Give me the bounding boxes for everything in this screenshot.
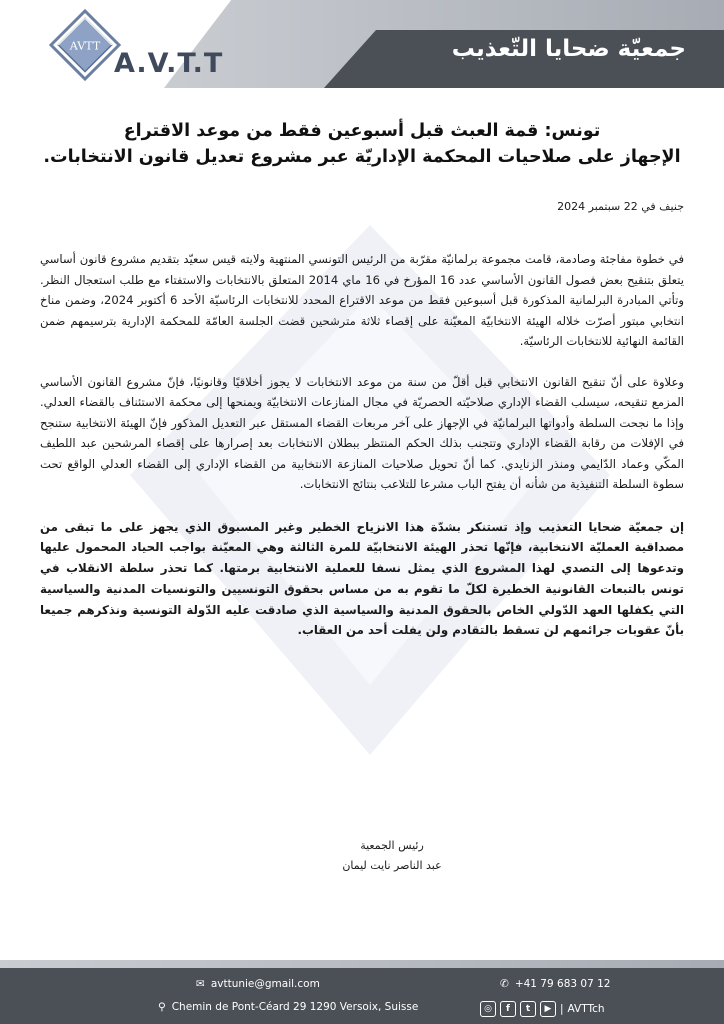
document-date: جنيف في 22 سبتمبر 2024 xyxy=(557,200,684,213)
paragraph-1: في خطوة مفاجئة وصادمة، قامت مجموعة برلمانيّة مقرّبة من الرئيس التونسي المنتهية ولايته قيس سعيّد بتقديم مشروع قانون أساسي يتعلق بتنقيح بعض فصول القانون الأساسي عدد 16 المؤرخ في 16 ماي 2014 المتعلق بالانتخابات والاستفتاء مع طلب استعجال النظر. وتأتي المبادرة البرلمانية المذكورة قبل أسبوعين فقط من موعد الاقتراع المحدد للانتخابات الرئاسيّة الأحد 6 أكتوبر 2024، وضمن مناخ انتخابي مبتور أصرّت خلاله الهيئة الانتخابيّة المعيّنة على إقصاء ثلاثة مترشحين قضت الجلسة العامّة للمحكمة الإدارية بترسيمهم ضمن القائمة النهائية للانتخابات الرئاسيّة. xyxy=(40,252,684,348)
signature-role: رئيس الجمعية xyxy=(360,839,424,852)
title-line-1: تونس: قمة العبث قبل أسبوعين فقط من موعد الاقتراع xyxy=(123,121,601,141)
location-pin-icon: ⚲ xyxy=(158,1001,166,1013)
document-body xyxy=(40,118,684,641)
phone-text: +41 79 683 07 12 xyxy=(514,978,611,990)
brand-name: A.V.T.T xyxy=(114,48,224,79)
footer-social[interactable] xyxy=(480,1001,605,1017)
website-icon[interactable]: ◎ xyxy=(480,1001,496,1017)
letterhead-header xyxy=(0,0,724,88)
signature-name: عبد الناصر نايت ليمان xyxy=(342,859,442,872)
organization-arabic-name: جمعيّة ضحايا التّعذيب xyxy=(451,36,686,62)
letterhead-footer xyxy=(0,968,724,1024)
avtt-logo-icon xyxy=(48,8,122,82)
footer-email[interactable] xyxy=(196,978,320,990)
facebook-icon[interactable]: f xyxy=(500,1001,516,1017)
title-line-2: الإجهاز على صلاحيات المحكمة الإداريّة عبر مشروع تعديل قانون الانتخابات. xyxy=(43,147,681,167)
footer-phone[interactable] xyxy=(500,978,610,990)
social-handle: AVTTch xyxy=(567,1003,605,1015)
paragraph-3: إن جمعيّة ضحايا التعذيب وإذ تستنكر بشدّة هذا الانزياح الخطير وغير المسبوق الذي يجهز على ما تبقى من مصداقية العمليّة الانتخابية، فإنّها تحذر الهيئة الانتخابيّة للمرة الثالثة وهي المعيّنة بواجب الحياد المحمول عليها وتدعوها إلى التصدي لهذا المشروع الذي يمثل نسفا للعملية الانتخابية برمتها. كما تحذر سلطة الانقلاب في تونس بالتبعات القانونية الخطيرة لكلّ ما تقوم به من مساس بحقوق التونسيين والتونسيات المدنية والسياسية التي يكفلها العهد الدّولي الخاص بالحقوق المدنية والسياسية الذي صادقت عليه الدّولة التونسية ونذكرهم جميعا بأنّ عقوبات جرائمهم لن تسقط بالتقادم ولن يفلت أحد من العقاب. xyxy=(40,519,684,638)
youtube-icon[interactable]: ▶ xyxy=(540,1001,556,1017)
social-divider: | xyxy=(560,1003,564,1015)
phone-icon: ✆ xyxy=(500,978,509,990)
envelope-icon: ✉ xyxy=(196,978,205,990)
signature-block xyxy=(0,836,724,876)
document-title xyxy=(40,118,684,170)
footer-address xyxy=(158,1001,418,1013)
email-text: avttunie@gmail.com xyxy=(210,978,320,990)
address-text: Chemin de Pont-Céard 29 1290 Versoix, Suisse xyxy=(171,1001,419,1013)
paragraph-2: وعلاوة على أنّ تنقيح القانون الانتخابي قبل أقلّ من سنة من موعد الانتخابات لا يجوز أخلاقيًا وقانونيًا، فإنّ مشروع القانون الأساسي المزمع تنقيحه، سيسلب القضاء الإداري صلاحيّته الحصريّة في مجال المنازعات الانتخابيّة ويمنحها إلى محكمة الاستئناف بالقضاء العدلي. وإذا ما نجحت السلطة وأدواتها البرلمانيّة في الإجهاز على آخر مربعات القضاء المستقل عبر التعديل المذكور فإنّ الهيئة الانتخابية ستنجح في الإفلات من رقابة القضاء الإداري وتتجنب بذلك الحكم المنتظر ببطلان الانتخابات بعد إصرارها على إقصاء المرشحين عبد اللطيف المكّي وعماد الدّايمي ومنذر الزنايدي. كما أنّ تحويل صلاحيات المنازعة الانتخابية من القضاء الإداري إلى القضاء العدلي الواقع تحت سطوة السلطة التنفيذية من شأنه أن يفتح الباب مشرعا للتلاعب بنتائج الانتخابات. xyxy=(40,374,684,491)
logo-text: AVTT xyxy=(69,39,101,53)
twitter-icon[interactable]: t xyxy=(520,1001,536,1017)
